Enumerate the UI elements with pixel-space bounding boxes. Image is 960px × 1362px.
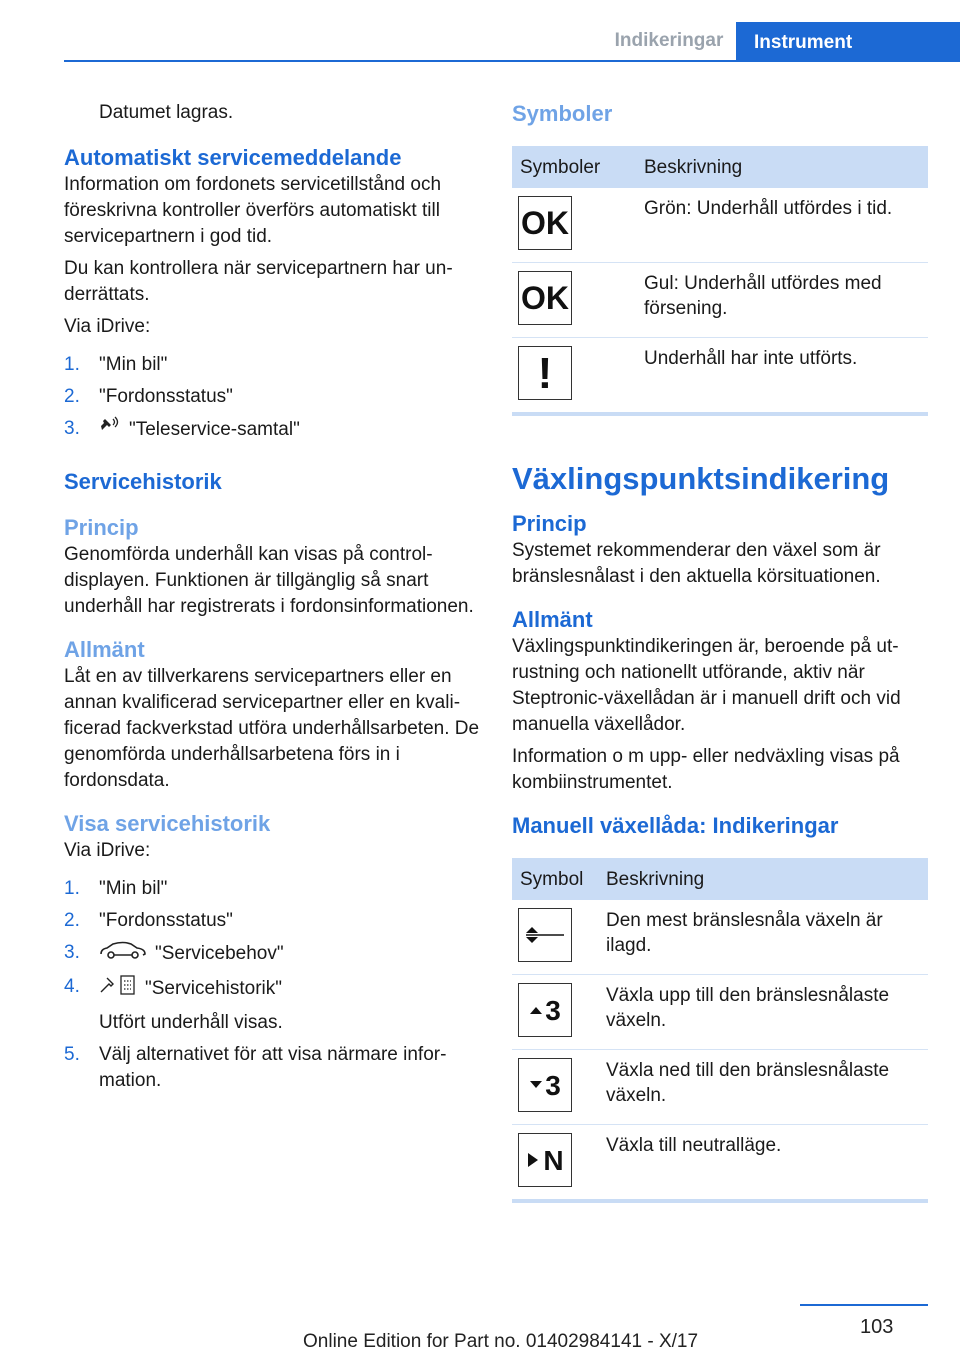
shift-down-icon: 3 [518, 1058, 572, 1112]
idrive-steps-2 [64, 876, 480, 1094]
table-cell: Växla upp till den bränslesnålaste växeln. [598, 975, 928, 1050]
via-idrive-1: Via iDrive: [64, 316, 151, 337]
ok-yellow-icon: OK [518, 271, 572, 325]
tab-instrument: Instrument [736, 22, 960, 62]
service-history-heading: Servicehistorik [64, 469, 222, 494]
allmant-heading: Allmänt [64, 637, 145, 662]
allmant-heading-right: Allmänt [512, 607, 593, 632]
allmant-text-right-2: Information o m upp- eller nedväxling visas på kombiinstrumentet. [512, 746, 900, 793]
allmant-text-right-1: Växlingspunktindikeringen är, beroende på utrustning och nationellt utförande, aktiv när Steptronic-växellådan är i manuell drift och vid manuella växellådor. [512, 636, 901, 735]
table-row [512, 338, 928, 413]
neutral-icon: N [518, 1133, 572, 1187]
table-row [512, 975, 928, 1050]
gear-optimal-icon [518, 908, 572, 962]
list-item: 2. "Fordonsstatus" [64, 386, 233, 407]
princip-text: Genomförda underhåll kan visas på controldisplayen. Funktionen är tillgänglig så snart underhåll har registrerats i fordonsinformationen. [64, 544, 474, 617]
gear-indicator-table [512, 858, 928, 1199]
phone-signal-icon [99, 416, 121, 444]
ok-green-icon: OK [518, 196, 572, 250]
princip-text-right: Systemet rekommenderar den växel som är bränslesnålast i den aktuella körsituationen. [512, 540, 881, 587]
table-cell: Underhåll har inte utförts. [644, 348, 858, 369]
list-item-subtext: Utfört underhåll visas. [99, 1012, 283, 1033]
right-column [512, 100, 928, 1203]
footer-rule [800, 1304, 928, 1306]
left-column [64, 100, 480, 1100]
table-cell: Växla ned till den bränslesnålaste växeln. [598, 1050, 928, 1125]
princip-heading: Princip [64, 515, 139, 540]
list-item: 1. "Min bil" [64, 354, 168, 375]
table-end-rule [512, 1199, 928, 1203]
tab-indikeringar: Indikeringar [614, 30, 724, 51]
symbols-table [512, 146, 928, 412]
table-cell: Grön: Underhåll utfördes i tid. [636, 188, 928, 263]
table-row [512, 900, 928, 975]
via-idrive-2: Via iDrive: [64, 840, 151, 861]
list-item: 3. "Teleservice-samtal" [64, 416, 480, 444]
list-item: 1. "Min bil" [64, 878, 168, 899]
page-number: 103 [860, 1316, 894, 1338]
list-item: 2. "Fordonsstatus" [64, 910, 233, 931]
car-service-icon [99, 940, 147, 968]
table-header-row [512, 146, 928, 188]
shift-up-icon: 3 [518, 983, 572, 1037]
auto-service-heading: Automatiskt servicemeddelande [64, 145, 402, 170]
princip-heading-right: Princip [512, 511, 587, 536]
list-item: 5. Välj alternativet för att visa närmare information. [64, 1044, 447, 1091]
edition-text: Online Edition for Part no. 01402984141 - X/17 [303, 1331, 699, 1352]
gear-shift-heading: Växlingspunktsindikering [512, 461, 890, 496]
table-row [512, 1050, 928, 1125]
table-header: Symbol [512, 858, 598, 900]
symbols-heading: Symboler [512, 101, 613, 126]
show-history-heading: Visa servicehistorik [64, 811, 271, 836]
table-cell: Den mest bränslesnåla växeln är ilagd. [598, 900, 928, 975]
page-header [0, 0, 960, 62]
table-cell: Växla till neutralläge. [606, 1135, 782, 1156]
table-row [512, 1125, 928, 1200]
allmant-text: Låt en av tillverkarens servicepartners eller en annan kvalificerad servicepartner eller en kvalificerad fackverkstad utföra underhållsarbeten. De genomförda underhållsarbetena förs in i fordonsdata. [64, 666, 480, 791]
table-header: Beskrivning [636, 146, 928, 188]
service-history-icon [99, 974, 137, 1004]
auto-service-p2: Du kan kontrollera när servicepartnern har underrättats. [64, 258, 453, 305]
manual-gearbox-heading: Manuell växellåda: Indikeringar [512, 813, 839, 838]
intro-text: Datumet lagras. [99, 102, 234, 123]
table-row [512, 263, 928, 338]
list-item: 4. "Servicehistorik" Utfört underhåll visas. [64, 974, 480, 1036]
table-header: Beskrivning [598, 858, 928, 900]
table-header: Symboler [512, 146, 636, 188]
table-cell: Gul: Underhåll utfördes med försening. [636, 263, 928, 338]
header-rule [64, 60, 960, 62]
table-header-row [512, 858, 928, 900]
exclamation-icon: ! [518, 346, 572, 400]
list-item: 3. "Servicebehov" [64, 940, 480, 968]
table-row [512, 188, 928, 263]
idrive-steps-1 [64, 352, 480, 444]
auto-service-p1: Information om fordonets servicetillstånd och föreskrivna kontroller överförs automatiskt till servicepartnern i god tid. [64, 174, 442, 247]
